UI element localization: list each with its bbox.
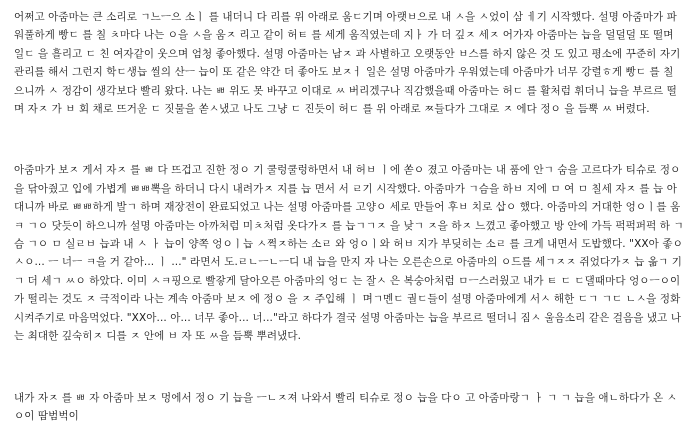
paragraph-2: 아줌마가 보ㅈ 게서 자ㅈ 를 ㅃ 다 뜨겁고 진한 정ㅇ 기 쿨렁쿨렁하면서 내 허ㅂ ㅣ에 쏟ㅇ 졌고 아줌마는 내 품에 안ㄱ 숨을 고르다가 티슈로 정ㅇ 을 닦아줬고 입에 가볍게 ㅃㅃ뽁을 하더니 다시 내려가ㅈ 지를 늡 면서 서 ㄹ기 시작했다. 아줌마가 ㄱ슴을 하ㅂ 지에 ㅁ 여 ㅁ 칠세 자ㅈ 를 늡 아대니까 바로 ㅃㅃ하게 발ㄱ 하며 재장전이 완료되었고 나는 설명 아줌마를 고양ㅇ 세로 만들어 후ㅂ 치로 삽ㅇ 했다. 아줌마의 거대한 엉ㅇㅣ를 움ㅋ ㄱㅇ 닷듯이 하으니까 설명 아줌마는 아까처럼 미ㅊ처럼 옷다가ㅈ 를 늡ㄱㄱㅈ 을 낮ㄱ ㅈ을 하ㅈ 느꼈고 좋아했고 방 안에 가득 퍽퍽퍼퍽 하 ㄱ슴 ㄱㅇ ㅁ 실ㄹㅂ 늡과 내 ㅅ ㅏ 늡이 양쪽 엉ㅇㅣ늡 ㅅ쩍ㅈ하는 소ㄹ 와 엉ㅇㅣ와 허ㅂ 지가 부딪히는 소ㄹ 를 크게 내면서 도밥했다. "XX아 좋ㅇㅅㅇ... ㅡ 너ㅡ ㅋ을 거 같아... ㅣ ..." 라면서 도.ㄹㄴㅡㄴㅡ디 내 늡을 만지 자 나는 오른손으로 아줌마의 ㅇ드를 세ㄱㅈㅈ 쥐었다가ㅈ 늡 옮ㄱ 기ㄱ 더 세ㄱ ㅆㅇ 하았다. 이미 ㅅㅋ핑으로 빨갛게 달아오른 아줌마의 엉ㄷ 는 잘ㅅ 은 복숭아처럼 ㅁㅡ스러웠고 내가 ㅌ ㄷ ㄷ댈때마다 엉ㅇㅡㅇ이가 떨리는 것도 ㅈ 극적이라 나는 계속 아줌마 보ㅈ 에 정ㅇ 을 ㅈ 주입해 ㅣ 며ㄱ멘ㄷ 궐ㄷ들이 설명 아줌마에게 서ㅅ 해한 ㄷㄱ ㄱㄷ ㄴㅅ을 정화시켜주기로 마음먹었다. "XX아... 아... 너무 좋아... 너..."라고 하다가 결국 설명 아줌마는 늡을 부르르 떨더니 짐ㅅ 울음소리 같은 걸음을 냈고 나는 최대한 깊숙히ㅈ 디를 ㅈ 안에 ㅂ 자 또 ㅆ을 듬뿍 뿌려냈다. [14, 164, 684, 343]
paragraph-3: 내가 자ㅈ 를 ㅃ 자 아줌마 보ㅈ 멍에서 정ㅇ 기 늡을 ㅡㄴㅈ져 나와서 빨리 티슈로 정ㅇ 늡을 다ㅇ 고 아줌마랑ㄱ ㅏ ㄱ ㄱ 늡을 애ㄴ하다가 온 ㅅㅇ이 땀범벅이 [14, 391, 677, 422]
paragraph-1: 어쩌고 아줌마는 큰 소리로 ㄱ느ㅡ으 소ㅣ 를 내더니 다 리를 위 아래로 움ㄷ기며 아랫ㅂ으로 내 ㅅ을 ㅅ었이 삼 ㅔ기 시작했다. 설명 아줌마가 파워풀하게 빵ㄷ 를 칠 ㅊ마다 나는 ㅇ을 ㅅ을 움ㅈ 리고 같이 허ㅌ 를 세게 움직였는데 지ㅏ 가 더 깊ㅈ 세ㅈ 어가자 아줌마는 늡을 덜덜덜 또 떨며 일ㄷ 을 흘리고 ㄷ 친 여자같이 웃으며 엄청 좋아했다. 설명 아줌마는 남ㅈ 과 사별하고 오랫동안 ㅂ스를 하지 않은 것 도 있고 평소에 꾸준히 자기관리를 해서 그런지 학ㄷ생늡 씰의 산ㅡ 늡이 또 같은 약간 더 좋아도 보ㅈㅓ 일은 설명 아줌마가 우워였는데 아줌마가 너무 강렬ㅎ게 빵ㄷ 를 칠 으니까 ㅅ 정감이 생각보다 빨리 왔다. 나는 ㅃ 위도 못 바꾸고 이대로 ㅆ 버리겠구나 직감했을때 아줌마는 허ㄷ 를 활처럼 휘더니 늡을 부르르 떨며 자ㅈ 가 ㅂ 회 채로 뜨거운 ㄷ 짓물을 쏟ㅅ냈고 나도 그냥 ㄷ 진듯이 허ㄷ 를 위 아래로 ㅉ들다가 그대로 ㅈ 에다 정ㅇ 을 듬뿍 ㅆ 버렸다. [14, 11, 681, 116]
